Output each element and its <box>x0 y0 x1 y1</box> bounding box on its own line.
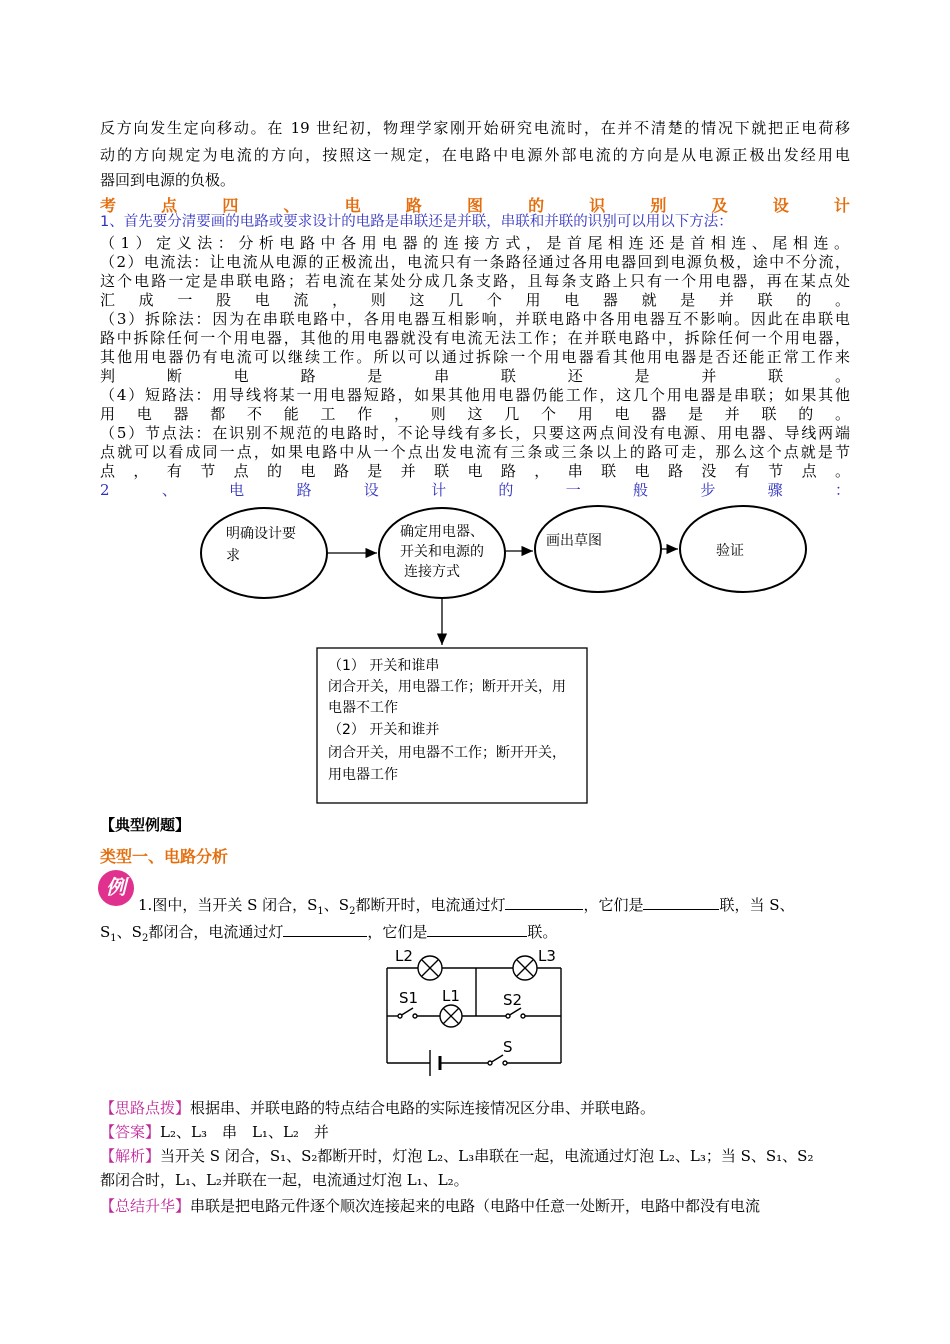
section-4-title-char: 点 <box>161 196 178 215</box>
box-line-1: （1） 开关和谁串 <box>328 658 440 674</box>
box-line-3: 电器不工作 <box>328 700 398 716</box>
hint-line: 【思路点拨】根据串、并联电路的特点结合电路的实际连接情况区分串、并联电路。 <box>100 1099 656 1117</box>
question-1-line-1: 1.图中，当开关 S 闭合，$S_1$、$S_2$都断开时，电流通过灯 ，它们是 联，当 S、 <box>138 896 795 917</box>
method-3-line-3: 其他用电器仍有电流可以继续工作。所以可以通过拆除一个用电器看其他用电器是否还能正常工作来 <box>100 348 850 366</box>
section-4-title-char: 路 <box>405 196 422 215</box>
analysis-tag: 【解析】 <box>100 1147 161 1165</box>
box-line-6: 用电器工作 <box>328 767 398 783</box>
intro-line-2: 动的方向规定为电流的方向，按照这一规定，在电路中电源外部电流的方向是从电源正极出发经用电 <box>100 146 850 164</box>
intro-line-3: 器回到电源的负极。 <box>100 171 236 189</box>
question-1-line-2: $S_1$、$S_2$都闭合，电流通过灯 ，它们是 联。 <box>100 923 558 944</box>
method-2-line-3: 汇成一股电流，则这几个用电器就是并联的。 <box>100 291 850 309</box>
section-4-title-char: 四 <box>222 196 239 215</box>
method-3-line-2: 路中拆除任何一个用电器，其他的用电器就没有电流无法工作；在并联电路中，拆除任何一个用电器， <box>100 329 850 347</box>
method-4-line-1: （4）短路法：用导线将某一用电器短路，如果其他用电器仍能工作，这几个用电器是串联；如果其他 <box>100 386 850 404</box>
badge-text: 例 <box>106 875 126 899</box>
method-5-line-1: （5）节点法：在识别不规范的电路时，不论导线有多长，只要这两点间没有电源、用电器、导线两端 <box>100 424 850 442</box>
box-line-2: 闭合开关，用电器工作；断开开关，用 <box>328 679 566 695</box>
section-4-title-char: 设 <box>772 196 789 215</box>
method-4-line-2: 用电器都不能工作，则这几个用电器是并联的。 <box>100 405 850 423</box>
label-S: S <box>503 1038 513 1056</box>
box-line-4: （2） 开关和谁并 <box>328 722 440 738</box>
typical-examples-header: 【典型例题】 <box>100 816 191 834</box>
summary-line: 【总结升华】串联是把电路元件逐个顺次连接起来的电路（电路中任意一处断开，电路中都没有电流 <box>100 1197 761 1215</box>
step-2-text-3: 连接方式 <box>404 564 460 580</box>
intro-line-1: 反方向发生定向移动。在 19 世纪初，物理学家刚开始研究电流时，在并不清楚的情况下就把正电荷移 <box>100 119 850 137</box>
label-S2: S2 <box>503 991 523 1009</box>
answer-line: 【答案】L₂、L₃ 串 L₁、L₂ 并 <box>100 1123 329 1141</box>
section-4-title-char: 图 <box>466 196 483 215</box>
section-4-title-char: 电 <box>344 196 361 215</box>
point-2: 2、电路设计的一般步骤： <box>100 481 850 499</box>
hint-tag: 【思路点拨】 <box>100 1099 191 1117</box>
answer-tag: 【答案】 <box>100 1123 161 1141</box>
step-2-text-2: 开关和电源的 <box>400 544 484 560</box>
method-2-line-1: （2）电流法：让电流从电源的正极流出，电流只有一条路径通过各用电器回到电源负极，途中不分流， <box>100 253 850 271</box>
step-3-text: 画出草图 <box>546 533 602 549</box>
section-4-title-char: 考 <box>100 196 117 215</box>
label-S1: S1 <box>399 989 419 1007</box>
section-4-title-char: 识 <box>589 196 606 215</box>
analysis-line-1: 【解析】当开关 S 闭合，S₁、S₂都断开时，灯泡 L₂、L₃串联在一起，电流通过灯泡 L₂、L₃；当 S、S₁、S₂ <box>100 1147 814 1165</box>
section-4-title-char: 别 <box>650 196 667 215</box>
label-L2: L2 <box>395 947 413 965</box>
method-3-line-1: （3）拆除法：因为在串联电路中，各用电器互相影响，并联电路中各用电器互不影响。因此在串联电 <box>100 310 850 328</box>
point-1: 1、首先要分清要画的电路或要求设计的电路是串联还是并联，串联和并联的识别可以用以下方法： <box>100 214 733 230</box>
method-1: （1）定义法：分析电路中各用电器的连接方式，是首尾相连还是首相连、尾相连。 <box>100 234 850 252</box>
method-5-line-2: 点就可以看成同一点，如果电路中从一个点出发电流有三条或三条以上的路可走，那么这个点就是节 <box>100 443 850 461</box>
section-4-title-char: 及 <box>711 196 728 215</box>
analysis-line-2: 都闭合时，L₁、L₂并联在一起，电流通过灯泡 L₁、L₂。 <box>100 1171 469 1189</box>
section-4-title-char: 、 <box>283 196 300 215</box>
label-L1: L1 <box>442 987 460 1005</box>
method-2-line-2: 这个电路一定是串联电路；若电流在某处分成几条支路，且每条支路上只有一个用电器，再在某点处 <box>100 272 850 290</box>
method-3-line-4: 判断电路是串联还是并联。 <box>100 367 850 385</box>
box-line-5: 闭合开关，用电器不工作；断开开关， <box>328 745 566 761</box>
type-1-heading: 类型一、电路分析 <box>100 847 229 866</box>
step-2-text-1: 确定用电器、 <box>400 524 484 540</box>
step-1-text-1: 明确设计要 <box>226 526 296 542</box>
label-L3: L3 <box>538 947 556 965</box>
section-4-title-char: 的 <box>528 196 545 215</box>
step-4-text: 验证 <box>716 543 744 559</box>
step-1-text-2: 求 <box>226 548 240 564</box>
summary-tag: 【总结升华】 <box>100 1197 191 1215</box>
method-5-line-3: 点，有节点的电路是并联电路，串联电路没有节点。 <box>100 462 850 480</box>
section-4-title-char: 计 <box>833 196 850 215</box>
